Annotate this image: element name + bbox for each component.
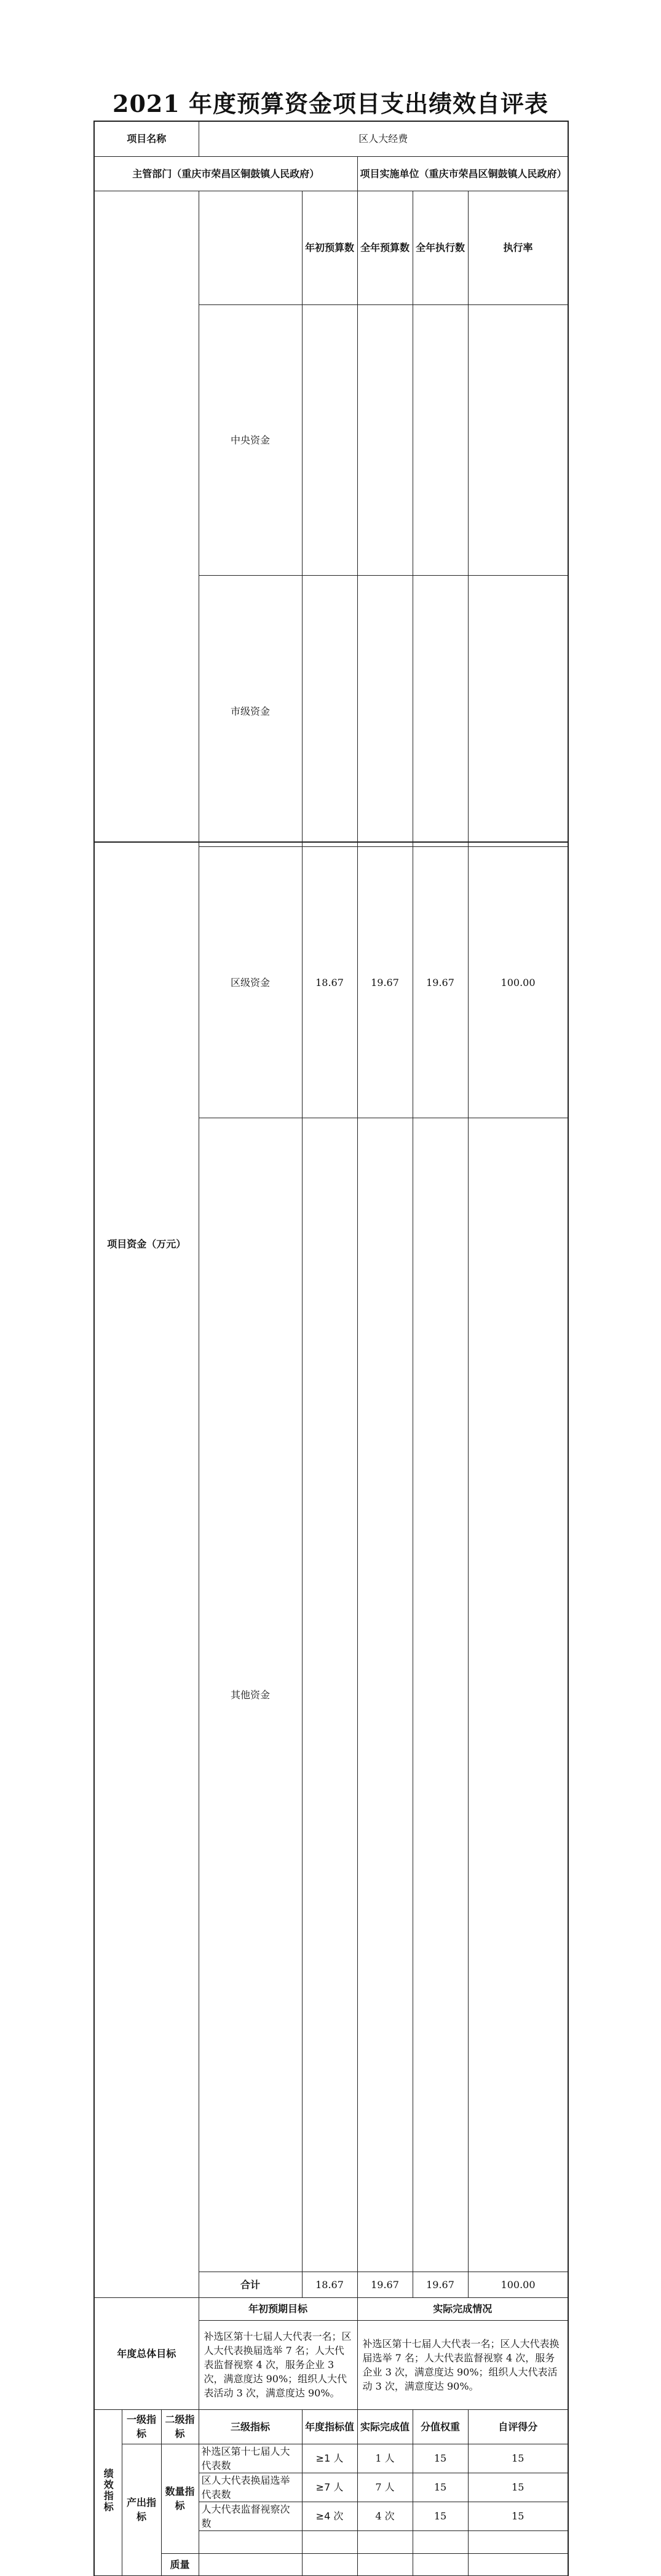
fund-executed bbox=[413, 576, 468, 847]
quality-cell bbox=[413, 2553, 468, 2575]
implementing-unit: 项目实施单位（重庆市荣昌区铜鼓镇人民政府） bbox=[357, 156, 568, 191]
header-self-score: 自评得分 bbox=[468, 2409, 568, 2444]
fund-annual bbox=[357, 576, 413, 847]
fund-total-executed: 19.67 bbox=[413, 2272, 468, 2297]
indicator-weight: 15 bbox=[413, 2473, 468, 2502]
header-annual-budget: 全年预算数 bbox=[357, 191, 413, 304]
header-level1: 一级指标 bbox=[122, 2409, 161, 2444]
performance-indicators-label bbox=[94, 2409, 122, 2575]
expected-goal-header: 年初预期目标 bbox=[199, 2297, 357, 2320]
fund-executed: 19.67 bbox=[413, 847, 468, 1118]
indicator-actual: 7 人 bbox=[357, 2473, 413, 2502]
indicator-score: 15 bbox=[468, 2444, 568, 2473]
quality-cell bbox=[199, 2553, 302, 2575]
header-executed: 全年执行数 bbox=[413, 191, 468, 304]
level2-quality: 质量 bbox=[161, 2553, 199, 2575]
fund-annual bbox=[357, 304, 413, 576]
fund-initial bbox=[302, 304, 357, 576]
indicator-actual: 1 人 bbox=[357, 2444, 413, 2473]
quality-cell bbox=[357, 2553, 413, 2575]
header-target-value: 年度指标值 bbox=[302, 2409, 357, 2444]
fund-rate bbox=[468, 304, 568, 576]
fund-name-total: 合计 bbox=[199, 2272, 302, 2297]
performance-indicators-text: 绩效指标 bbox=[102, 2468, 114, 2513]
header-initial-budget: 年初预算数 bbox=[302, 191, 357, 304]
indicator-score bbox=[468, 2530, 568, 2553]
fund-annual: 19.67 bbox=[357, 847, 413, 1118]
quality-cell bbox=[302, 2553, 357, 2575]
fund-total-annual: 19.67 bbox=[357, 2272, 413, 2297]
header-level2: 二级指标 bbox=[161, 2409, 199, 2444]
indicator-name: 区人大代表换届选举代表数 bbox=[199, 2473, 302, 2502]
fund-executed bbox=[413, 304, 468, 576]
indicator-name: 人大代表监督视察次数 bbox=[199, 2502, 302, 2530]
indicator-actual bbox=[357, 2530, 413, 2553]
actual-result-header: 实际完成情况 bbox=[357, 2297, 568, 2320]
indicator-score: 15 bbox=[468, 2473, 568, 2502]
indicator-name: 补选区第十七届人大代表数 bbox=[199, 2444, 302, 2473]
indicator-name bbox=[199, 2530, 302, 2553]
indicator-weight: 15 bbox=[413, 2502, 468, 2530]
funds-header-blank bbox=[199, 191, 302, 304]
performance-table bbox=[93, 121, 569, 2576]
fund-rate: 100.00 bbox=[468, 847, 568, 1118]
header-execution-rate: 执行率 bbox=[468, 191, 568, 304]
annual-goal-label: 年度总体目标 bbox=[94, 2297, 199, 2409]
fund-executed bbox=[413, 1118, 468, 2272]
project-name-value: 区人大经费 bbox=[199, 121, 568, 156]
fund-initial: 18.67 bbox=[302, 847, 357, 1118]
indicator-weight: 15 bbox=[413, 2444, 468, 2473]
page-title: 2021 年度预算资金项目支出绩效自评表 bbox=[113, 90, 548, 117]
indicator-score: 15 bbox=[468, 2502, 568, 2530]
header-actual-value: 实际完成值 bbox=[357, 2409, 413, 2444]
indicator-target bbox=[302, 2530, 357, 2553]
header-level3: 三级指标 bbox=[199, 2409, 302, 2444]
fund-initial bbox=[302, 1118, 357, 2272]
table-bottom-border bbox=[93, 841, 568, 843]
project-name-label: 项目名称 bbox=[94, 121, 199, 156]
header-weight: 分值权重 bbox=[413, 2409, 468, 2444]
actual-result-text: 补选区第十七届人大代表一名；区人大代表换届选举 7 名；人大代表监督视察 4 次，服务企业 3 次，满意度达 90%；组织人大代表活动 3 次，满意度达 90%。 bbox=[357, 2320, 568, 2409]
indicator-target: ≥4 次 bbox=[302, 2502, 357, 2530]
fund-name-central: 中央资金 bbox=[199, 304, 302, 576]
supervising-department: 主管部门（重庆市荣昌区铜鼓镇人民政府） bbox=[94, 156, 357, 191]
level2-quantity: 数量指标 bbox=[161, 2444, 199, 2553]
fund-rate bbox=[468, 576, 568, 847]
quality-cell bbox=[468, 2553, 568, 2575]
funds-label: 项目资金（万元） bbox=[94, 191, 199, 2297]
indicator-target: ≥7 人 bbox=[302, 2473, 357, 2502]
level1-output: 产出指标 bbox=[122, 2444, 161, 2575]
fund-rate bbox=[468, 1118, 568, 2272]
indicator-target: ≥1 人 bbox=[302, 2444, 357, 2473]
fund-name-district: 区级资金 bbox=[199, 847, 302, 1118]
fund-total-initial: 18.67 bbox=[302, 2272, 357, 2297]
fund-name-municipal: 市级资金 bbox=[199, 576, 302, 847]
indicator-actual: 4 次 bbox=[357, 2502, 413, 2530]
fund-total-rate: 100.00 bbox=[468, 2272, 568, 2297]
fund-annual bbox=[357, 1118, 413, 2272]
fund-initial bbox=[302, 576, 357, 847]
fund-name-other: 其他资金 bbox=[199, 1118, 302, 2272]
indicator-weight bbox=[413, 2530, 468, 2553]
expected-goal-text: 补选区第十七届人大代表一名；区人大代表换届选举 7 名；人大代表监督视察 4 次，服务企业 3 次，满意度达 90%；组织人大代表活动 3 次，满意度达 90%。 bbox=[199, 2320, 357, 2409]
